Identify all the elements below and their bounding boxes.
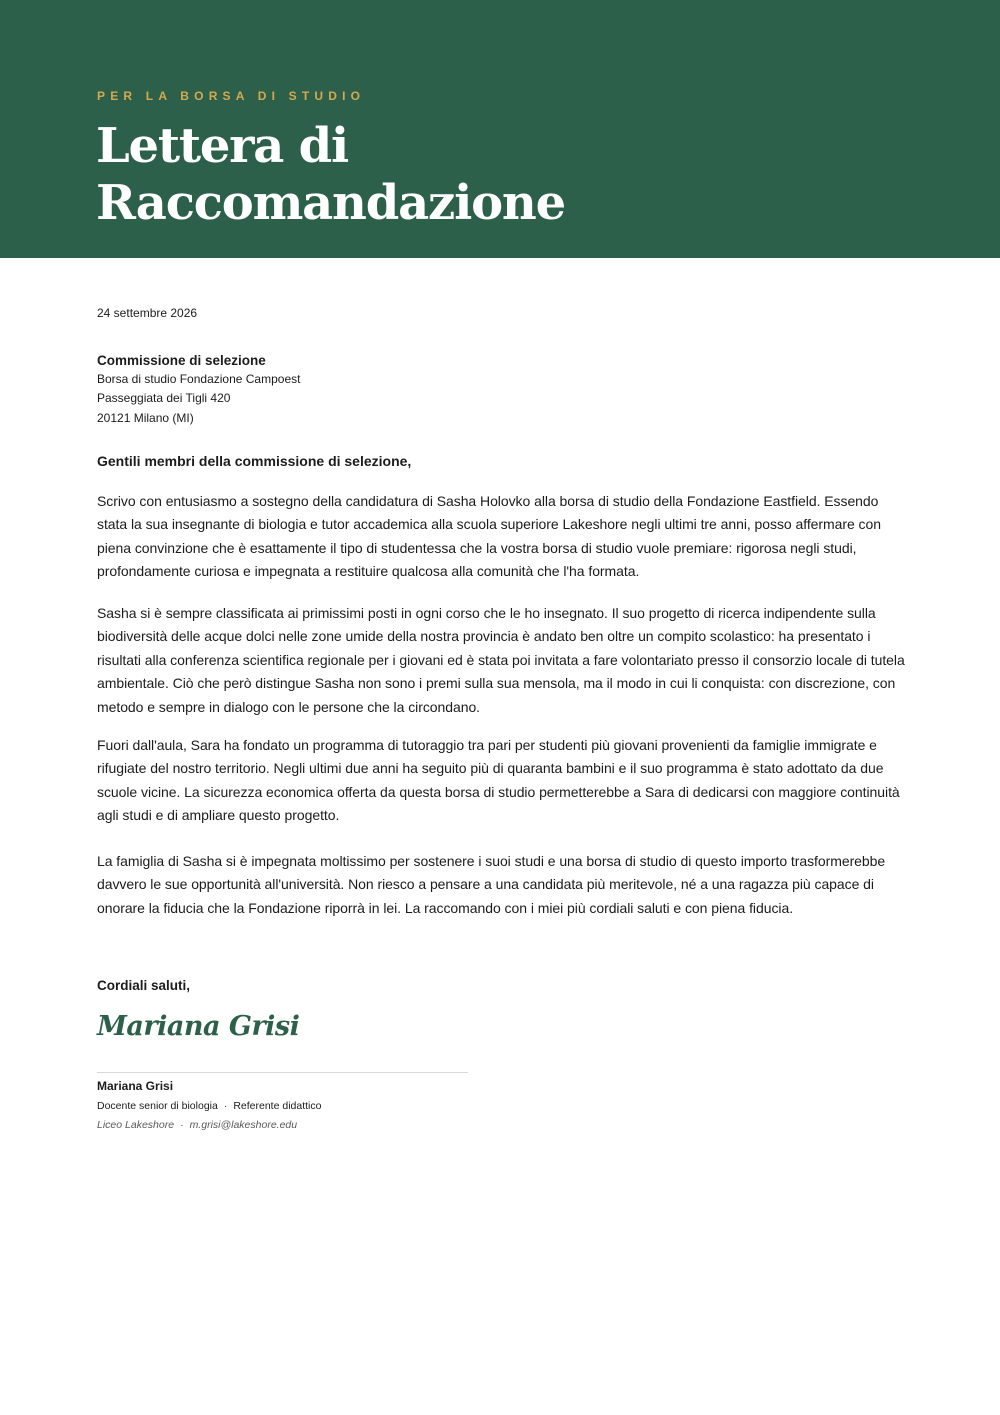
signer-contact <box>97 1119 297 1131</box>
salutation: Gentili membri della commissione di selezione, <box>97 453 412 469</box>
paragraph-2: Sasha si è sempre classificata ai primissimi posti in ogni corso che le ho insegnato. Il suo progetto di ricerca indipendente sulla biodiversità delle acque dolci nelle zone umide della nostra provincia è andato ben oltre un compito scolastico: ha presentato i risultati alla conferenza scientifica regionale per i giovani ed è stata poi invitata a fare volontariato presso il consorzio locale di tutela ambientale. Ciò che però distingue Sasha non sono i premi sulla sua mensola, ma il modo in cui li conquista: con discrezione, con metodo e sempre in dialogo con le persone che la circondano. <box>97 605 905 715</box>
page-title-line-1: Lettera di <box>96 118 349 174</box>
paragraph-3: Fuori dall'aula, Sara ha fondato un programma di tutoraggio tra pari per studenti più giovani provenienti da famiglie immigrate e rifugiate del nostro territorio. Negli ultimi due anni ha seguito più di quaranta bambini e il suo programma è stato adottato da due scuole vicine. La sicurezza economica offerta da questa borsa di studio permetterebbe a Sara di dedicarsi con maggiore continuità agli studi e di ampliare questo progetto. <box>97 737 900 824</box>
page-title <box>96 118 565 232</box>
signer-role: Docente senior di biologia <box>97 1100 218 1112</box>
paragraph-4: La famiglia di Sasha si è impegnata moltissimo per sostenere i suoi studi e una borsa di studio di questo importo trasformerebbe davvero le sue opportunità all'università. Non riesco a pensare a una candidata più meritevole, né a una ragazza più capace di onorare la fiducia che la Fondazione riporrà in lei. La raccomando con i miei più cordiali saluti e con piena fiducia. <box>97 853 886 916</box>
header-eyebrow: PER LA BORSA DI STUDIO <box>97 89 366 103</box>
paragraph-1: Scrivo con entusiasmo a sostegno della candidatura di Sasha Holovko alla borsa di studio della Fondazione Eastfield. Essendo stata la sua insegnante di biologia e tutor accademica alla scuola superiore Lakeshore negli ultimi tre anni, posso affermare con piena convinzione che è esattamente il tipo di studentessa che la vostra borsa di studio vuole premiare: rigorosa negli studi, profondamente curiosa e impegnata a restituire qualcosa alla comunità che l'ha formata. <box>97 493 881 580</box>
recipient-name: Commissione di selezione <box>97 353 266 368</box>
header-band <box>0 0 1000 258</box>
recipient-block <box>97 352 300 428</box>
page-title-line-2: Raccomandazione <box>96 175 565 231</box>
letter-date: 24 settembre 2026 <box>97 306 198 320</box>
signer-email: m.grisi@lakeshore.edu <box>189 1119 298 1131</box>
signature-divider <box>97 1072 468 1073</box>
signer-org: Liceo Lakeshore <box>97 1119 175 1131</box>
recipient-line-3: 20121 Milano (MI) <box>97 410 194 425</box>
recipient-line-2: Passeggiata dei Tigli 420 <box>97 391 231 406</box>
role-separator: · <box>223 1100 228 1112</box>
signer-name: Mariana Grisi <box>97 1079 174 1093</box>
closing: Cordiali saluti, <box>97 978 191 993</box>
signature: Mariana Grisi <box>97 1011 300 1042</box>
signer-role-2: Referente didattico <box>233 1100 322 1112</box>
signer-roles <box>97 1100 321 1112</box>
recipient-line-1: Borsa di studio Fondazione Campoest <box>97 372 301 386</box>
contact-separator: · <box>180 1119 184 1131</box>
